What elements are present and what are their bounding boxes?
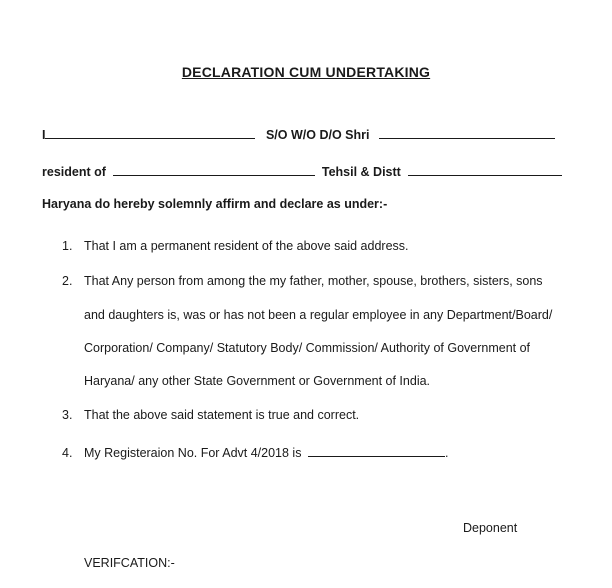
address-blank[interactable] [113, 164, 315, 176]
name-line [42, 127, 555, 142]
tehsil-label: Tehsil & Distt [321, 165, 401, 179]
item-number: 3. [62, 408, 73, 422]
tehsil-blank[interactable] [408, 164, 562, 176]
document-title: DECLARATION CUM UNDERTAKING [181, 64, 431, 80]
list-item [62, 408, 359, 422]
item-text: That I am a permanent resident of the above said address. [84, 239, 409, 253]
affirm-line: Haryana do hereby solemnly affirm and declare as under:- [42, 197, 388, 211]
item-text-continued: Corporation/ Company/ Statutory Body/ Commission/ Authority of Government of [84, 341, 531, 355]
relation-label: S/O W/O D/O Shri [265, 128, 370, 142]
name-prefix: I [42, 128, 46, 142]
item-text: That the above said statement is true and correct. [84, 408, 360, 422]
item-suffix: . [444, 446, 449, 460]
list-item [62, 239, 409, 253]
list-item [62, 445, 448, 460]
deponent-label: Deponent [463, 521, 518, 535]
list-item [62, 274, 543, 288]
resident-label: resident of [42, 165, 106, 179]
item-number: 1. [62, 239, 73, 253]
verification-heading: VERIFCATION:- [84, 556, 175, 570]
item-number: 2. [62, 274, 73, 288]
relation-name-blank[interactable] [379, 127, 555, 139]
item-text-continued: Haryana/ any other State Government or Government of India. [84, 374, 431, 388]
item-text: That Any person from among the my father, mother, spouse, brothers, sisters, sons [84, 274, 543, 288]
residence-line [42, 164, 562, 179]
item-text-continued: and daughters is, was or has not been a regular employee in any Department/Board/ [84, 308, 553, 322]
item-number: 4. [62, 446, 73, 460]
name-blank[interactable] [45, 127, 255, 139]
registration-blank[interactable] [308, 445, 445, 457]
item-text: My Registeraion No. For Advt 4/2018 is [84, 446, 302, 460]
